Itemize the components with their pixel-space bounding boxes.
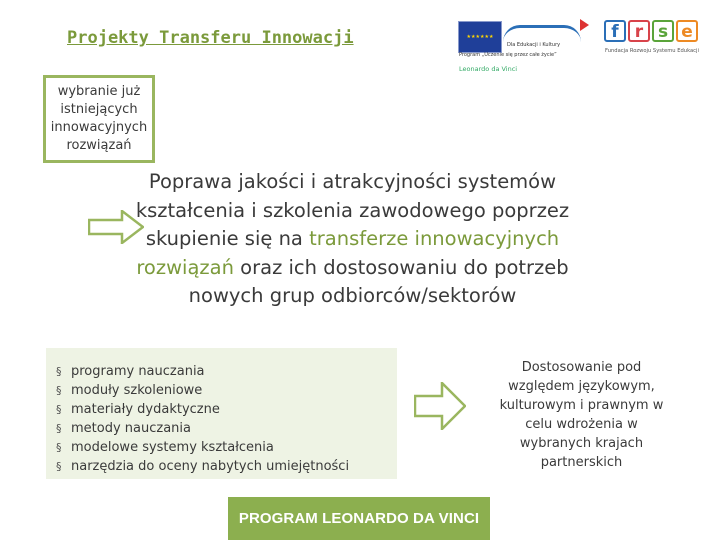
adaptation-box [488,350,675,480]
list-item: § metody nauczania [56,419,386,438]
eu-program-line: Program „Uczenie się przez całe życie” [459,52,557,58]
swoosh-arrow-icon [503,25,581,42]
existing-solutions-text: wybranie już istniejących innowacyjnych rozwiązań [50,84,148,153]
adaptation-text: Dostosowanie pod względem językowym, kulturowym i prawnym w celu wdrożenia w wybranych krajach partnerskich [499,360,664,470]
program-footer-banner [228,497,490,540]
products-list [56,362,386,476]
frse-subtitle: Fundacja Rozwoju Systemu Edukacji [605,48,699,54]
eu-leonardo-logo [455,18,605,78]
footer-label: PROGRAM LEONARDO DA VINCI [238,510,480,527]
list-item: § narzędzia do oceny nabytych umiejętności [56,457,386,476]
frse-letter: e [676,20,698,42]
main-statement [120,168,585,311]
arrow-right-icon [414,382,466,430]
frse-letter: f [604,20,626,42]
main-statement-part2: oraz ich dostosowaniu do potrzeb nowych grup odbiorców/sektorów [188,255,569,307]
main-statement-part1: Poprawa jakości i atrakcyjności systemów kształcenia i szkolenia zawodowego poprzez skupienie się na [135,170,570,250]
existing-solutions-box [43,75,155,163]
frse-logo [602,20,702,60]
frse-letter: s [652,20,674,42]
eu-program-line: Leonardo da Vinci [459,65,518,73]
eu-program-line: Dla Edukacji i Kultury [507,42,561,48]
page-title: Projekty Transferu Innowacji [67,28,354,48]
list-item: § materiały dydaktyczne [56,400,386,419]
list-item: § programy nauczania [56,362,386,381]
list-item: § modelowe systemy kształcenia [56,438,386,457]
frse-letter: r [628,20,650,42]
main-statement-highlight: transferze innowacyjnych rozwiązań [136,227,560,279]
eu-flag-icon: ★★★★★★ [458,21,502,53]
list-item: § moduły szkoleniowe [56,381,386,400]
